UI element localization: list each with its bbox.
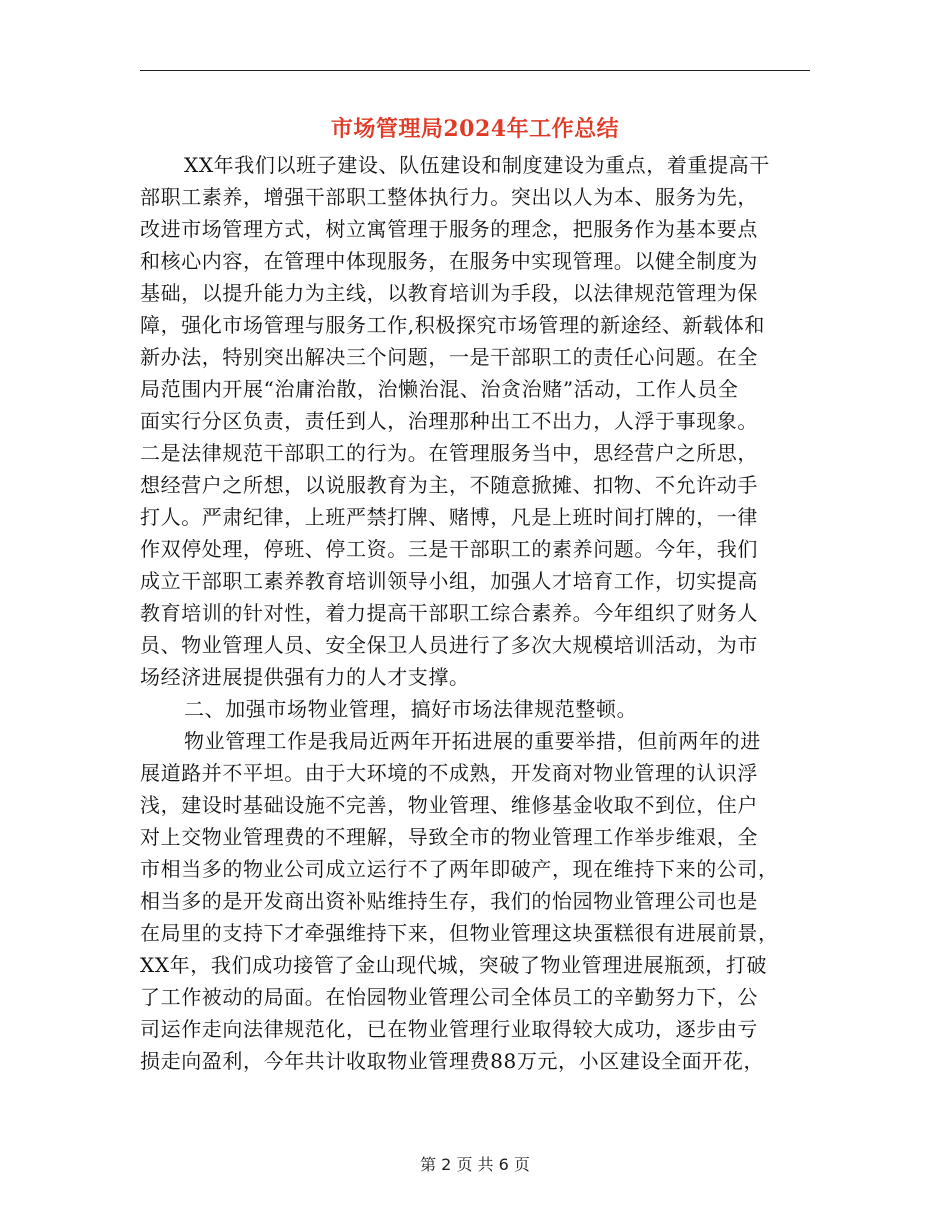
text-line: 成立干部职工素养教育培训领导小组，加强人才培育工作，切实提高 <box>140 569 758 593</box>
text-line: 对上交物业管理费的不理解，导致全市的物业管理工作举步维艰，全 <box>140 825 758 849</box>
text-line: 在局里的支持下才牵强维持下来，但物业管理这块蛋糕很有进展前景， <box>140 921 779 945</box>
text-line: 新办法，特别突出解决三个问题，一是干部职工的责任心问题。在全 <box>140 345 758 369</box>
text-line: 基础，以提升能力为主线，以教育培训为手段，以法律规范管理为保 <box>140 281 758 305</box>
text-line: 市相当多的物业公司成立运行不了两年即破产，现在维持下来的公司， <box>140 857 779 881</box>
text-line: 相当多的是开发商出资补贴维持生存，我们的怡园物业管理公司也是 <box>140 889 758 913</box>
text-line: 物业管理工作是我局近两年开拓进展的重要举措，但前两年的进 <box>184 729 761 753</box>
text-line: 了工作被动的局面。在怡园物业管理公司全体员工的辛勤努力下，公 <box>140 985 758 1009</box>
text-line: XX年，我们成功接管了金山现代城，突破了物业管理进展瓶颈，打破 <box>140 953 768 977</box>
page-number: 第 2 页 共 6 页 <box>420 1155 530 1174</box>
text-line: 部职工素养，增强干部职工整体执行力。突出以人为本、服务为先， <box>140 185 758 209</box>
text-line: 局范围内开展“治庸治散，治懒治混、治贪治赌”活动，工作人员全 <box>140 377 739 401</box>
text-line: 教育培训的针对性，着力提高干部职工综合素养。今年组织了财务人 <box>140 601 758 625</box>
text-line: 作双停处理，停班、停工资。三是干部职工的素养问题。今年，我们 <box>140 537 758 561</box>
text-line: 面实行分区负责，责任到人，治理那种出工不出力，人浮于事现象。 <box>140 409 758 433</box>
text-line: 和核心内容，在管理中体现服务，在服务中实现管理。以健全制度为 <box>140 249 758 273</box>
text-line: 二是法律规范干部职工的行为。在管理服务当中，思经营户之所思， <box>140 441 758 465</box>
text-line: 二、加强市场物业管理，搞好市场法律规范整顿。 <box>184 697 638 721</box>
text-line: 打人。严肃纪律，上班严禁打牌、赌博，凡是上班时间打牌的，一律 <box>140 505 758 529</box>
text-line: 浅，建设时基础设施不完善，物业管理、维修基金收取不到位，住户 <box>140 793 758 817</box>
text-line: 场经济进展提供强有力的人才支撑。 <box>140 665 470 689</box>
text-line: XX年我们以班子建设、队伍建设和制度建设为重点，着重提高干 <box>184 153 770 177</box>
text-line: 损走向盈利，今年共计收取物业管理费88万元，小区建设全面开花， <box>140 1049 765 1073</box>
header-rule <box>140 70 810 71</box>
text-line: 障，强化市场管理与服务工作,积极探究市场管理的新途经、新载体和 <box>140 313 765 337</box>
document-title: 市场管理局2024年工作总结 <box>330 116 620 142</box>
text-line: 改进市场管理方式，树立寓管理于服务的理念，把服务作为基本要点 <box>140 217 758 241</box>
document-body <box>140 149 810 1077</box>
text-line: 想经营户之所想，以说服教育为主，不随意掀摊、扣物、不允许动手 <box>140 473 758 497</box>
text-line: 员、物业管理人员、安全保卫人员进行了多次大规模培训活动，为市 <box>140 633 758 657</box>
text-line: 司运作走向法律规范化，已在物业管理行业取得较大成功，逐步由亏 <box>140 1017 758 1041</box>
text-line: 展道路并不平坦。由于大环境的不成熟，开发商对物业管理的认识浮 <box>140 761 758 785</box>
